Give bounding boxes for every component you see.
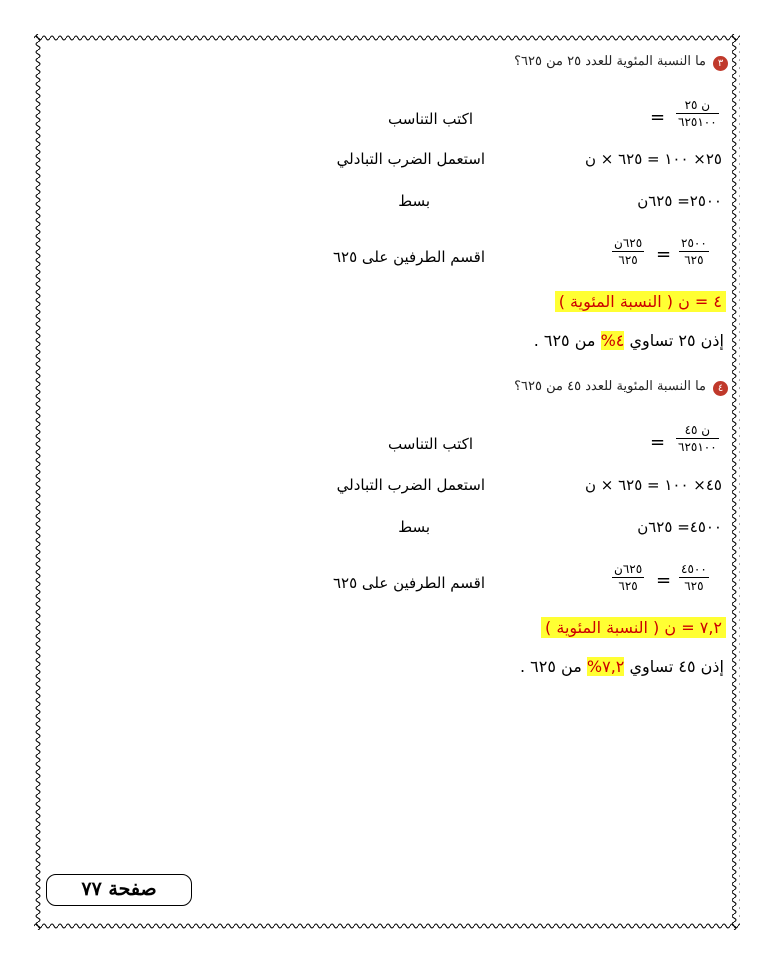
question-3-text: ما النسبة المئوية للعدد ٢٥ من ٦٢٥؟ (514, 54, 706, 69)
q4-proportion-fraction (676, 423, 719, 454)
q3-step4-label: اقسم الطرفين على ٦٢٥ (332, 248, 485, 266)
q3-divide-left-denominator: ٦٢٥ (618, 253, 638, 267)
q4-result-highlight: ٧,٢ = ن ( النسبة المئوية ) (541, 617, 726, 638)
q4-equals-sign: = (650, 432, 666, 453)
q4-simplify-expr: ٤٥٠٠= ٦٢٥ن (637, 518, 722, 536)
q3-conclusion-percent: ٤% (600, 331, 625, 350)
q4-divide-fraction-right (679, 562, 709, 593)
q3-proportion-fraction (676, 98, 719, 129)
q3-equals-sign: = (650, 107, 666, 128)
page-number-label: صفحة ٧٧ (46, 874, 192, 906)
q4-conclusion-start: إذن ٤٥ تساوي (629, 657, 724, 676)
q4-cross-multiply-expr: ٤٥× ١٠٠ = ٦٢٥ × ن (584, 476, 722, 494)
q4-step2-label: استعمل الضرب التبادلي (336, 476, 485, 494)
question-4-number-icon: ٤ (713, 381, 728, 396)
q3-divide-fraction-right (679, 236, 709, 267)
q3-conclusion-start: إذن ٢٥ تساوي (629, 331, 724, 350)
q4-conclusion-end: من ٦٢٥ . (520, 657, 582, 676)
q3-divide-right-denominator: ٦٢٥ (684, 253, 704, 267)
q3-step1-label: اكتب التناسب (388, 110, 473, 128)
q3-step2-label: استعمل الضرب التبادلي (336, 150, 485, 168)
q4-divide-fraction-left (612, 562, 644, 593)
q4-divide-right-denominator: ٦٢٥ (684, 579, 704, 593)
q3-proportion-numerator: ن ٢٥ (676, 98, 719, 114)
q3-conclusion (534, 331, 724, 350)
q3-divide-fraction-left (612, 236, 644, 267)
q4-step3-label: بسط (398, 518, 430, 536)
q3-simplify-expr: ٢٥٠٠= ٦٢٥ن (637, 192, 722, 210)
question-4-text: ما النسبة المئوية للعدد ٤٥ من ٦٢٥؟ (514, 379, 706, 394)
q4-divide-left-denominator: ٦٢٥ (618, 579, 638, 593)
q3-result-highlight: ٤ = ن ( النسبة المئوية ) (555, 291, 726, 312)
q4-step1-label: اكتب التناسب (388, 435, 473, 453)
q4-step4-label: اقسم الطرفين على ٦٢٥ (332, 574, 485, 592)
q4-conclusion-percent: ٧,٢% (586, 657, 625, 676)
q3-cross-multiply-expr: ٢٥× ١٠٠ = ٦٢٥ × ن (584, 150, 722, 168)
q4-divide-right-numerator: ٤٥٠٠ (681, 562, 707, 576)
q4-divide-equals-sign: = (656, 570, 672, 591)
q3-divide-equals-sign: = (656, 244, 672, 265)
q4-proportion-denominator: ٦٢٥١٠٠ (678, 440, 717, 454)
q3-divide-right-numerator: ٢٥٠٠ (681, 236, 707, 250)
q4-divide-left-numerator: ٦٢٥ن (614, 562, 643, 576)
q3-step3-label: بسط (398, 192, 430, 210)
q4-proportion-numerator: ن ٤٥ (676, 423, 719, 439)
q3-divide-left-numerator: ٦٢٥ن (614, 236, 643, 250)
q4-conclusion (520, 657, 724, 676)
q3-proportion-denominator: ٦٢٥١٠٠ (678, 115, 717, 129)
question-3-number-icon: ٣ (713, 56, 728, 71)
q3-conclusion-end: من ٦٢٥ . (533, 331, 596, 350)
